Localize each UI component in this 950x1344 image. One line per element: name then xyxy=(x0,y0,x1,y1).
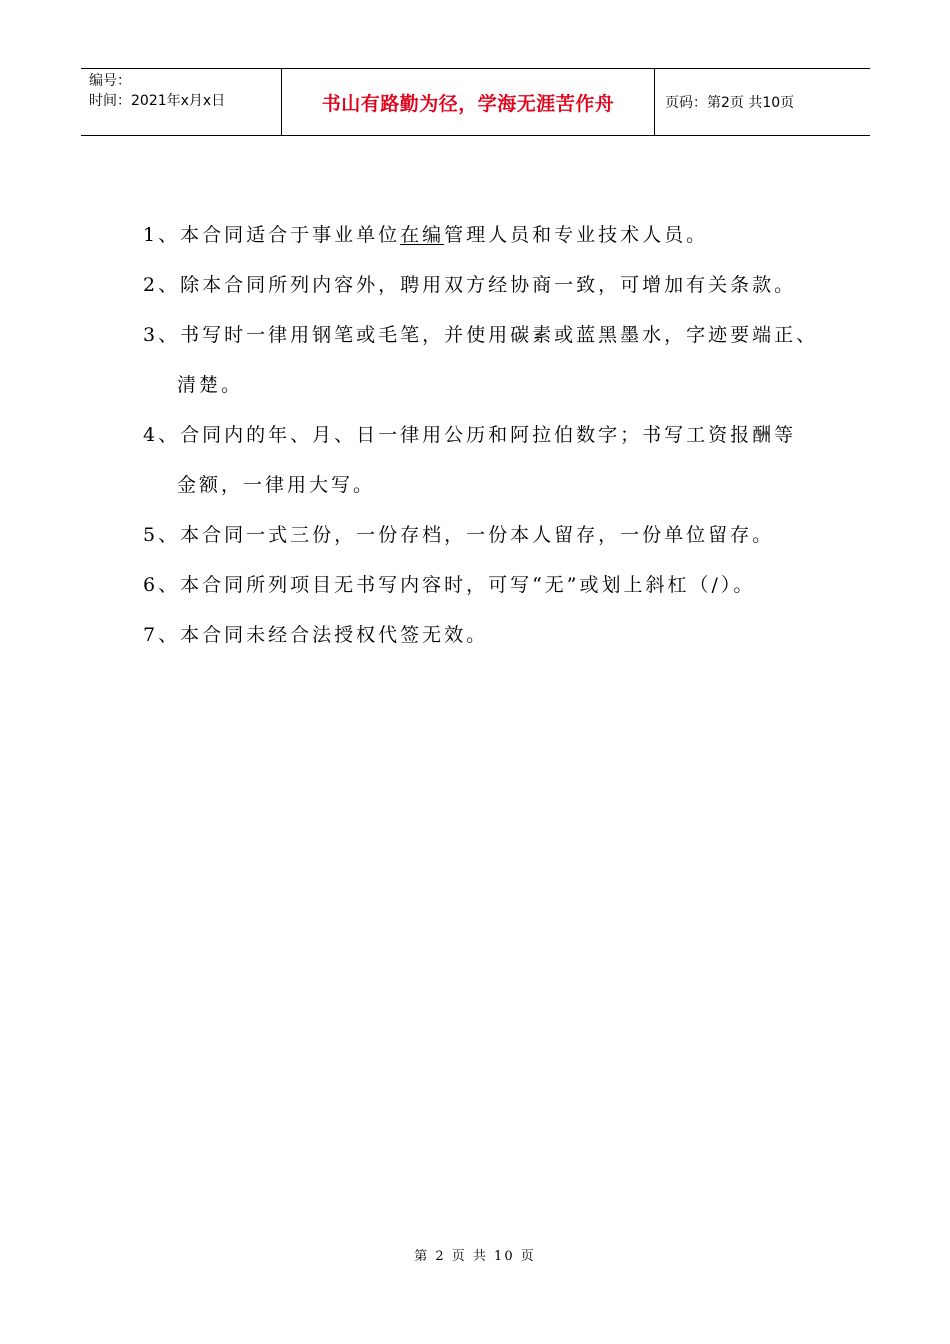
note-3-continued: 清楚。 xyxy=(177,374,244,396)
header-meta-cell xyxy=(81,69,282,135)
note-2: 2、除本合同所列内容外，聘用双方经协商一致，可增加有关条款。 xyxy=(143,274,797,296)
page-footer: 第 2 页 共 10 页 xyxy=(414,1249,536,1264)
note-5: 5、本合同一式三份，一份存档，一份本人留存，一份单位留存。 xyxy=(143,524,775,546)
note-1-pre: 1、本合同适合于事业单位 xyxy=(143,224,401,246)
header-motto-cell xyxy=(282,69,655,135)
number-label: 编号： xyxy=(89,73,131,89)
note-6: 6、本合同所列项目无书写内容时，可写“无”或划上斜杠（/）。 xyxy=(143,574,756,596)
page-info: 页码：第2页 共10页 xyxy=(665,95,795,111)
header-page-cell xyxy=(655,69,870,135)
note-3: 3、书写时一律用钢笔或毛笔，并使用碳素或蓝黑墨水，字迹要端正、 xyxy=(143,324,819,346)
motto-text: 书山有路勤为径，学海无涯苦作舟 xyxy=(321,92,615,115)
note-4-continued: 金额，一律用大写。 xyxy=(177,474,376,496)
contract-notes xyxy=(143,210,843,660)
note-7: 7、本合同未经合法授权代签无效。 xyxy=(143,624,489,646)
note-1-underlined: 在编 xyxy=(400,224,445,246)
document-header xyxy=(81,68,870,136)
date-line: 时间：2021年x月x日 xyxy=(89,93,226,109)
note-1-post: 管理人员和专业技术人员。 xyxy=(444,224,709,246)
note-1 xyxy=(143,210,843,260)
note-4: 4、合同内的年、月、日一律用公历和阿拉伯数字；书写工资报酬等 xyxy=(143,424,797,446)
